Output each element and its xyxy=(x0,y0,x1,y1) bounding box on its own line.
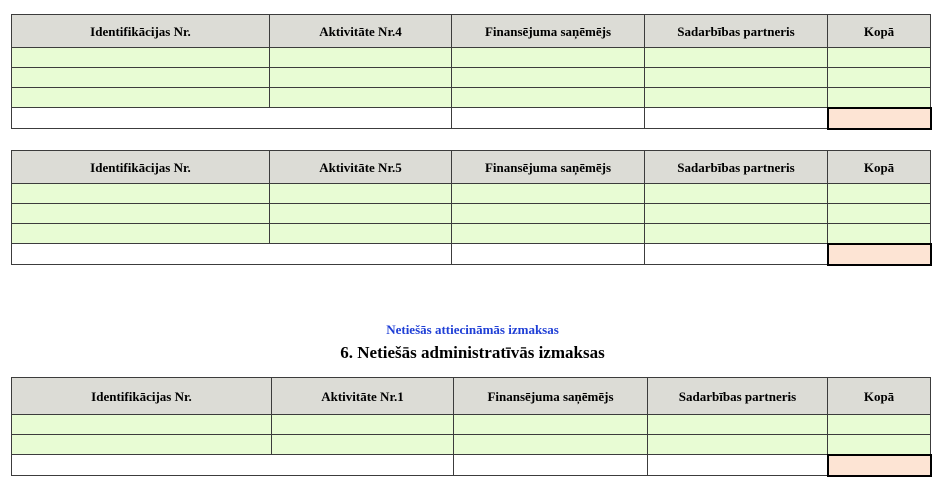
input-cell[interactable] xyxy=(452,224,645,244)
input-cell[interactable] xyxy=(828,184,931,204)
input-cell[interactable] xyxy=(12,435,272,455)
total-row-label-cell xyxy=(12,108,452,129)
input-cell[interactable] xyxy=(645,68,828,88)
cooperation-partner-total-cell[interactable] xyxy=(645,108,828,129)
grand-total-cell[interactable] xyxy=(828,455,931,476)
header-activity: Aktivitāte Nr.4 xyxy=(270,15,452,48)
input-cell[interactable] xyxy=(272,415,454,435)
input-cell[interactable] xyxy=(270,48,452,68)
header-activity: Aktivitāte Nr.1 xyxy=(272,378,454,415)
table-row xyxy=(12,68,931,88)
activity-4-table xyxy=(11,14,932,130)
table-row xyxy=(12,204,931,224)
header-identification-number: Identifikācijas Nr. xyxy=(12,15,270,48)
table-row xyxy=(12,88,931,108)
header-funding-recipient: Finansējuma saņēmējs xyxy=(452,15,645,48)
header-identification-number: Identifikācijas Nr. xyxy=(12,378,272,415)
input-cell[interactable] xyxy=(12,88,270,108)
input-cell[interactable] xyxy=(828,48,931,68)
table-row xyxy=(12,224,931,244)
input-cell[interactable] xyxy=(645,88,828,108)
input-cell[interactable] xyxy=(12,68,270,88)
input-cell[interactable] xyxy=(645,224,828,244)
table-row xyxy=(12,184,931,204)
input-cell[interactable] xyxy=(828,224,931,244)
header-row xyxy=(12,15,931,48)
total-row-label-cell xyxy=(12,455,454,476)
input-cell[interactable] xyxy=(648,435,828,455)
cooperation-partner-total-cell[interactable] xyxy=(645,244,828,265)
total-row xyxy=(12,244,931,265)
input-cell[interactable] xyxy=(828,88,931,108)
section-subtitle: Netiešās attiecināmās izmaksas xyxy=(386,322,559,337)
input-cell[interactable] xyxy=(454,415,648,435)
input-cell[interactable] xyxy=(12,224,270,244)
funding-recipient-total-cell[interactable] xyxy=(454,455,648,476)
header-activity: Aktivitāte Nr.5 xyxy=(270,151,452,184)
header-funding-recipient: Finansējuma saņēmējs xyxy=(452,151,645,184)
header-cooperation-partner: Sadarbības partneris xyxy=(645,15,828,48)
funding-recipient-total-cell[interactable] xyxy=(452,108,645,129)
input-cell[interactable] xyxy=(452,88,645,108)
input-cell[interactable] xyxy=(645,204,828,224)
table-row xyxy=(12,415,931,435)
input-cell[interactable] xyxy=(12,415,272,435)
input-cell[interactable] xyxy=(12,48,270,68)
section-title: 6. Netiešās administratīvās izmaksas xyxy=(340,343,605,362)
cooperation-partner-total-cell[interactable] xyxy=(648,455,828,476)
input-cell[interactable] xyxy=(12,204,270,224)
input-cell[interactable] xyxy=(828,68,931,88)
input-cell[interactable] xyxy=(452,48,645,68)
header-total: Kopā xyxy=(828,151,931,184)
input-cell[interactable] xyxy=(270,224,452,244)
header-funding-recipient: Finansējuma saņēmējs xyxy=(454,378,648,415)
total-row xyxy=(12,108,931,129)
funding-recipient-total-cell[interactable] xyxy=(452,244,645,265)
header-total: Kopā xyxy=(828,15,931,48)
header-row xyxy=(12,151,931,184)
input-cell[interactable] xyxy=(452,68,645,88)
input-cell[interactable] xyxy=(828,435,931,455)
total-row xyxy=(12,455,931,476)
input-cell[interactable] xyxy=(648,415,828,435)
header-total: Kopā xyxy=(828,378,931,415)
total-row-label-cell xyxy=(12,244,452,265)
input-cell[interactable] xyxy=(454,435,648,455)
input-cell[interactable] xyxy=(12,184,270,204)
input-cell[interactable] xyxy=(270,68,452,88)
input-cell[interactable] xyxy=(828,204,931,224)
table-row xyxy=(12,48,931,68)
grand-total-cell[interactable] xyxy=(828,244,931,265)
input-cell[interactable] xyxy=(645,48,828,68)
header-identification-number: Identifikācijas Nr. xyxy=(12,151,270,184)
input-cell[interactable] xyxy=(270,88,452,108)
activity-5-table xyxy=(11,150,932,266)
input-cell[interactable] xyxy=(270,184,452,204)
input-cell[interactable] xyxy=(452,184,645,204)
input-cell[interactable] xyxy=(828,415,931,435)
input-cell[interactable] xyxy=(645,184,828,204)
input-cell[interactable] xyxy=(272,435,454,455)
header-cooperation-partner: Sadarbības partneris xyxy=(645,151,828,184)
table-row xyxy=(12,435,931,455)
input-cell[interactable] xyxy=(270,204,452,224)
grand-total-cell[interactable] xyxy=(828,108,931,129)
input-cell[interactable] xyxy=(452,204,645,224)
header-row xyxy=(12,378,931,415)
header-cooperation-partner: Sadarbības partneris xyxy=(648,378,828,415)
activity-1-table xyxy=(11,377,932,477)
